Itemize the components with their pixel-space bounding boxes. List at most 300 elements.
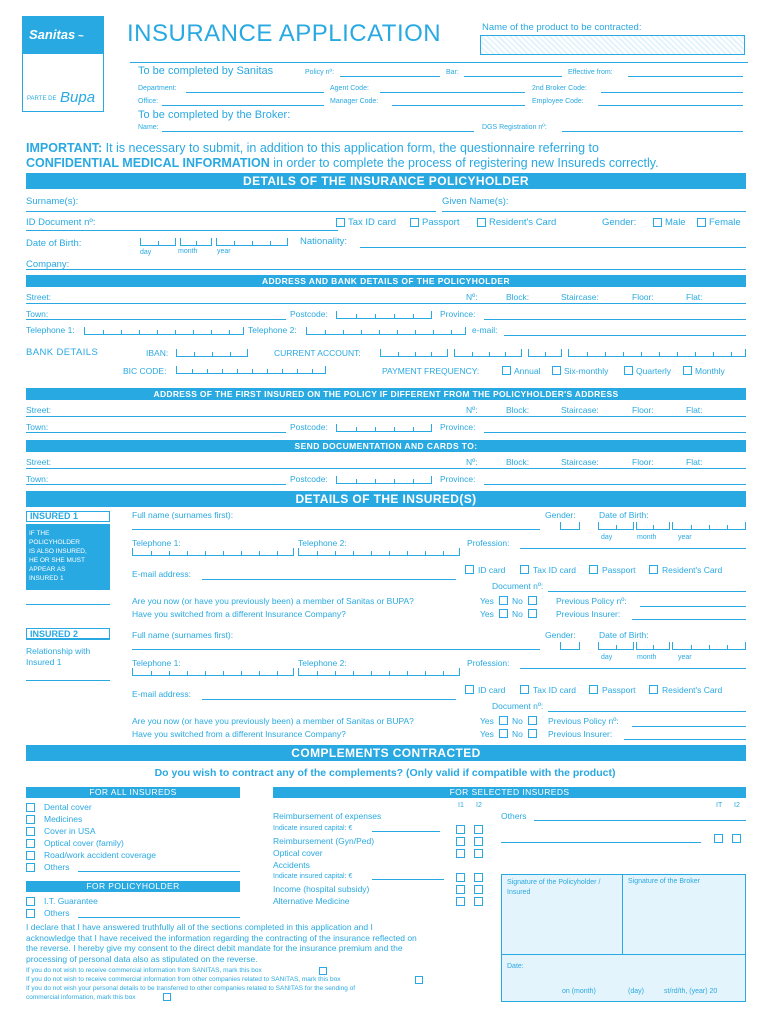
bupa-logo: Bupa [60,89,96,106]
telephone2-label: Telephone 2: [248,325,297,335]
ins2-dob-label: Date of Birth: [599,630,649,640]
sel-it-col: IT [716,802,723,809]
policyholder-only-header: FOR POLICYHOLDER [26,881,240,892]
account-office-field[interactable] [454,349,522,357]
given-name-label: Given Name(s): [442,196,509,207]
ins2-tel2-field[interactable] [298,668,460,676]
ins1-switch-no-label: No [512,609,523,619]
selected-insureds-header: FOR SELECTED INSUREDS [273,787,746,798]
ins1-member-yes-checkbox[interactable] [499,596,508,605]
broker2-code-field[interactable] [601,92,743,93]
important-lead: IMPORTANT: [26,141,103,155]
nationality-field[interactable] [360,247,746,248]
broker-name-field[interactable] [162,131,474,132]
ins1-passport-label: Passport [602,565,636,575]
ins2-profession-field[interactable] [520,668,746,669]
resident-label: Resident's Card [489,217,557,228]
reimb-gyn-label: Reimbursement (Gyn/Ped) [273,836,375,846]
ins2-switch-yes-label: Yes [480,729,494,739]
medicines-checkbox[interactable] [26,815,35,824]
annual-label: Annual [514,366,541,376]
optical-i2-checkbox[interactable] [474,849,483,858]
reimb-gyn-i2-checkbox[interactable] [474,837,483,846]
fi-postcode-field[interactable] [336,424,432,432]
fi-town-field[interactable] [26,432,286,433]
ins2-dob-month[interactable] [636,642,670,650]
dental-label: Dental cover [44,802,92,812]
sel-i2b-col: I2 [734,802,740,809]
reimbursement-label: Reimbursement of expenses [273,811,382,821]
ins2-month-hint: month [637,654,657,661]
others-all-checkbox[interactable] [26,863,35,872]
others-it-checkbox[interactable] [714,834,723,843]
ins1-prev-policy-field[interactable] [640,606,746,607]
ins2-member-yes-label: Yes [480,716,494,726]
important-text-1: It is necessary to submit, in addition to this application form, the questionnaire referring to [102,141,599,155]
dob-year-field[interactable] [216,238,288,246]
fi-number-label: Nº: [466,405,478,415]
effective-field[interactable] [628,76,743,77]
capital2-label: Indicate insured capital: € [273,873,353,880]
it-guarantee-label: I.T. Guarantee [44,896,98,906]
ins1-dob-day[interactable] [598,522,634,530]
date-year-label: st/rd/th, (year) 20 [664,988,718,995]
account-entity-field[interactable] [380,349,448,357]
ins2-switch-yes-checkbox[interactable] [499,729,508,738]
dental-checkbox[interactable] [26,803,35,812]
ins1-day-hint: day [601,534,613,541]
road-accident-label: Road/work accident coverage [44,850,156,860]
policy-field[interactable] [340,76,440,77]
capital-field[interactable] [372,831,440,832]
fi-town-label: Town: [26,422,49,432]
dob-year-hint: year [217,248,231,255]
holder-signature-area[interactable] [502,900,621,953]
insured1-note-line: HE OR SHE MUST [29,557,85,564]
ins1-passport-checkbox[interactable] [589,565,598,574]
ins1-resident-checkbox[interactable] [649,565,658,574]
ins2-tel1-field[interactable] [132,668,294,676]
iban-label: IBAN: [146,348,169,358]
others-all-field[interactable] [78,871,240,872]
sel-i2-col: I2 [476,802,482,809]
fi-block-label: Block: [506,405,530,415]
date-month-label: on (month) [562,988,596,995]
fi-street-label: Street: [26,405,52,415]
ins2-passport-label: Passport [602,685,636,695]
sd-staircase-label: Staircase: [561,457,599,467]
ins1-switch-yes-label: Yes [480,609,494,619]
manager-code-label: Manager Code: [330,98,379,105]
manager-code-field[interactable] [392,105,525,106]
ins1-tel2-label: Telephone 2: [298,538,347,548]
given-name-field[interactable] [442,211,746,212]
parte-de-label: PARTE DE [27,96,57,102]
quarterly-label: Quarterly [636,366,671,376]
opt-out-2 [26,976,341,983]
reimb-gyn-i1-checkbox[interactable] [456,837,465,846]
sanitas-block-line [130,62,748,63]
fi-postcode-label: Postcode: [290,422,328,432]
optical-label: Optical cover [273,848,323,858]
broker-block-title: To be completed by the Broker: [138,109,291,121]
annual-checkbox[interactable] [502,366,511,375]
opt-out-3 [26,985,355,1002]
optical-i1-checkbox[interactable] [456,849,465,858]
ins1-switch-no-checkbox[interactable] [528,609,537,618]
fi-flat-label: Flat: [686,405,703,415]
address-header: ADDRESS AND BANK DETAILS OF THE POLICYHOLDER [26,275,746,287]
others-sel-field-2[interactable] [501,842,701,843]
ins2-taxid-checkbox[interactable] [520,685,529,694]
telephone2-field[interactable] [306,327,466,335]
female-label: Female [709,217,741,228]
ins2-member-yes-checkbox[interactable] [499,716,508,725]
insured2-title: INSURED 2 [30,629,79,639]
street-field[interactable] [26,303,746,304]
ins2-member-question: Are you now (or have you previously been) a member of Sanitas or BUPA? [132,716,414,726]
passport-checkbox[interactable] [410,218,419,227]
ins2-tel2-label: Telephone 2: [298,658,347,668]
ins2-fullname-field[interactable] [132,649,540,650]
alt-med-i2-checkbox[interactable] [474,897,483,906]
page-title: INSURANCE APPLICATION [127,20,442,47]
important-notice [26,141,659,171]
ins1-gender-field[interactable] [560,522,580,530]
optical-family-checkbox[interactable] [26,839,35,848]
fi-street-field[interactable] [26,416,746,417]
six-monthly-checkbox[interactable] [552,366,561,375]
ins1-email-label: E-mail address: [132,569,192,579]
ins2-prev-policy-field[interactable] [632,726,746,727]
accidents-label: Accidents [273,860,310,870]
staircase-label: Staircase: [561,292,599,302]
others-sel-field-1[interactable] [534,820,746,821]
id-document-label: ID Document nº: [26,217,96,228]
opt-out-1-checkbox[interactable] [319,967,327,975]
male-checkbox[interactable] [653,218,662,227]
office-field[interactable] [162,105,324,106]
street-label: Street: [26,292,52,302]
ins2-fullname-label: Full name (surnames first): [132,630,234,640]
ins2-gender-label: Gender: [545,630,576,640]
ins1-tel2-field[interactable] [298,548,460,556]
sd-floor-label: Floor: [632,457,654,467]
ins1-month-hint: month [637,534,657,541]
ins1-idcard-checkbox[interactable] [465,565,474,574]
opt-out-3-text: If you do not wish your personal details to be transferred to other companies related to SANITAS for the sending of [26,985,356,992]
sd-postcode-field[interactable] [336,476,432,484]
ins1-member-question: Are you now (or have you previously been) a member of Sanitas or BUPA? [132,596,414,606]
income-i2-checkbox[interactable] [474,885,483,894]
ins1-taxid-label: Tax ID card [533,565,576,575]
opt-out-3b-text: commercial information, mark this box [26,993,136,1001]
send-docs-header: SEND DOCUMENTATION AND CARDS TO: [26,440,746,452]
insured1-title: INSURED 1 [30,511,79,521]
ins1-member-no-checkbox[interactable] [528,596,537,605]
gender-label: Gender: [602,217,637,228]
important-text-2: in order to complete the process of registering new Insureds correctly. [269,156,659,170]
all-insureds-header: FOR ALL INSUREDS [26,787,240,798]
agent-code-field[interactable] [380,92,525,93]
telephone1-label: Telephone 1: [26,325,75,335]
ins2-idcard-label: ID card [478,685,506,695]
capital2-field[interactable] [372,879,444,880]
others-ph-checkbox[interactable] [26,909,35,918]
sd-street-field[interactable] [26,468,746,469]
dob-month-hint: month [178,248,198,255]
six-monthly-label: Six-monthly [564,366,609,376]
ins2-docno-label: Document nº: [492,701,544,711]
sd-province-field[interactable] [484,484,746,485]
ins1-taxid-checkbox[interactable] [520,565,529,574]
ins2-member-no-checkbox[interactable] [528,716,537,725]
ins1-email-field[interactable] [202,579,456,580]
agent-code-label: Agent Code: [330,85,369,92]
others-ph-field[interactable] [78,917,240,918]
others-sel-label: Others [501,811,527,821]
ins2-docno-field[interactable] [548,711,746,712]
complements-header: COMPLEMENTS CONTRACTED [26,745,746,761]
nationality-label: Nationality: [300,236,347,247]
ins2-tel1-label: Telephone 1: [132,658,181,668]
ins2-email-field[interactable] [202,699,456,700]
company-label: Company: [26,259,70,270]
income-label: Income (hospital subsidy) [273,884,370,894]
account-dc-field[interactable] [528,349,562,357]
optical-family-label: Optical cover (family) [44,838,124,848]
complements-question: Do you wish to contract any of the complements? (Only valid if compatible with the product) [154,767,616,779]
declaration-line: acknowledge that I have received the information regarding the contracting of the insurance reflected on [26,932,417,943]
dob-month-field[interactable] [180,238,212,246]
insured1-note-line: INSURED 1 [29,575,64,582]
tax-id-label: Tax ID card [348,217,397,228]
bar-label: Bar: [446,69,459,76]
sanitas-block-title: To be completed by Sanitas [138,65,274,77]
usa-checkbox[interactable] [26,827,35,836]
postcode-label: Postcode: [290,309,328,319]
holder-signature-label [507,878,615,898]
opt-out-2-checkbox[interactable] [415,976,423,984]
sanitas-logo: Sanitas ~ [22,16,104,54]
dgs-label: DGS Registration nº: [482,124,547,131]
usa-label: Cover in USA [44,826,96,836]
employee-code-field[interactable] [598,105,743,106]
department-field[interactable] [186,92,324,93]
alt-med-i1-checkbox[interactable] [456,897,465,906]
bic-field[interactable] [176,366,326,374]
broker-signature-area[interactable] [623,890,745,953]
quarterly-checkbox[interactable] [624,366,633,375]
passport-label: Passport [422,217,460,228]
monthly-label: Monthly [695,366,725,376]
fi-province-label: Province: [440,422,476,432]
others-all-label: Others [44,862,70,872]
telephone1-field[interactable] [84,327,244,335]
block-label: Block: [506,292,530,302]
female-checkbox[interactable] [697,218,706,227]
reimb-i1-checkbox[interactable] [456,825,465,834]
ins1-tel1-field[interactable] [132,548,294,556]
insured1-note-line: POLICYHOLDER [29,539,80,546]
dgs-field[interactable] [562,131,743,132]
ins1-member-yes-label: Yes [480,596,494,606]
ins1-gender-label: Gender: [545,510,576,520]
ins1-switch-question: Have you switched from a different Insurance Company? [132,609,346,619]
ins2-resident-checkbox[interactable] [649,685,658,694]
product-input[interactable] [480,35,745,55]
insured1-note [29,529,87,583]
ins2-day-hint: day [601,654,613,661]
dob-label: Date of Birth: [26,238,82,249]
fi-staircase-label: Staircase: [561,405,599,415]
ins2-member-no-label: No [512,716,523,726]
email-label: e-mail: [472,325,498,335]
ins2-prev-policy-label: Previous Policy nº: [548,716,619,726]
ins1-fullname-field[interactable] [132,529,540,530]
surnames-label: Surname(s): [26,196,79,207]
others-ph-label: Others [44,908,70,918]
insured1-note-line: IS ALSO INSURED, [29,548,87,555]
ins2-switch-no-checkbox[interactable] [528,729,537,738]
id-document-field[interactable] [26,230,338,231]
ins2-prev-insurer-label: Previous Insurer: [548,729,613,739]
employee-code-label: Employee Code: [532,98,584,105]
iban-field[interactable] [176,349,248,357]
sd-flat-label: Flat: [686,457,703,467]
opt-out-3-checkbox[interactable] [163,993,171,1001]
ins2-profession-label: Profession: [467,658,510,668]
relationship-line: Insured 1 [26,657,62,667]
account-number-field[interactable] [568,349,746,357]
surnames-field[interactable] [26,211,436,212]
sd-town-label: Town: [26,474,49,484]
ins2-email-label: E-mail address: [132,689,192,699]
others-i2-checkbox[interactable] [732,834,741,843]
male-label: Male [665,217,686,228]
department-label: Department: [138,85,177,92]
ins1-member-no-label: No [512,596,523,606]
relationship-line: Relationship with [26,646,91,656]
email-field[interactable] [504,335,746,336]
tax-id-checkbox[interactable] [336,218,345,227]
company-field[interactable] [26,269,746,270]
insured1-note-line: APPEAR AS [29,566,66,573]
date-day-label: (day) [628,988,644,995]
ins1-profession-field[interactable] [520,548,746,549]
holder-signature-text: Signature of the Policyholder / Insured [507,879,601,896]
product-label: Name of the product to be contracted: [482,22,642,33]
date-label: Date: [507,963,524,970]
fi-floor-label: Floor: [632,405,654,415]
ins1-fullname-label: Full name (surnames first): [132,510,234,520]
ins1-dob-month[interactable] [636,522,670,530]
number-label: Nº: [466,292,478,302]
province-field[interactable] [484,319,746,320]
ins1-prev-policy-label: Previous Policy nº: [556,596,627,606]
current-account-label: CURRENT ACCOUNT: [274,348,361,358]
relationship-field[interactable] [26,680,110,681]
insureds-header: DETAILS OF THE INSURED(S) [26,491,746,507]
ins1-prev-insurer-label: Previous Insurer: [556,609,621,619]
broker2-code-label: 2nd Broker Code: [532,85,587,92]
accidents-i2-checkbox[interactable] [474,873,483,882]
ins1-resident-label: Resident's Card [662,565,723,575]
reimb-i2-checkbox[interactable] [474,825,483,834]
ins2-taxid-label: Tax ID card [533,685,576,695]
declaration-line: I declare that I have answered truthfully all of the sections completed in this application and I [26,922,373,932]
dob-day-hint: day [140,249,152,256]
declaration-line: the reverse. I hereby give my consent to the direct debit mandate for the insurance premium and the [26,943,403,953]
policyholder-header: DETAILS OF THE INSURANCE POLICYHOLDER [26,173,746,189]
ins1-switch-yes-checkbox[interactable] [499,609,508,618]
office-label: Office: [138,98,159,105]
policy-label: Policy nº: [305,69,335,76]
town-field[interactable] [26,319,286,320]
it-guarantee-checkbox[interactable] [26,897,35,906]
ins1-dob-year[interactable] [672,522,746,530]
resident-checkbox[interactable] [477,218,486,227]
province-label: Province: [440,309,476,319]
first-insured-address-header: ADDRESS OF THE FIRST INSURED ON THE POLICY IF DIFFERENT FROM THE POLICYHOLDER'S ADDRESS [26,388,746,400]
sd-number-label: Nº: [466,457,478,467]
ins2-switch-question: Have you switched from a different Insurance Company? [132,729,346,739]
broker-signature-label: Signature of the Broker [628,878,700,885]
fi-province-field[interactable] [484,432,746,433]
capital-label: Indicate insured capital: € [273,825,353,832]
town-label: Town: [26,309,49,319]
sd-postcode-label: Postcode: [290,474,328,484]
sd-street-label: Street: [26,457,52,467]
ins1-docno-field[interactable] [548,591,746,592]
floor-label: Floor: [632,292,654,302]
ins2-dob-day[interactable] [598,642,634,650]
sd-block-label: Block: [506,457,530,467]
ins2-resident-label: Resident's Card [662,685,723,695]
insured1-note-line: IF THE [29,530,50,537]
road-accident-checkbox[interactable] [26,851,35,860]
dob-day-field[interactable] [140,238,176,246]
sd-town-field[interactable] [26,484,286,485]
opt-out-1-text: If you do not wish to receive commercial information from SANITAS, mark this box [26,967,262,974]
ins1-idcard-label: ID card [478,565,506,575]
flat-label: Flat: [686,292,703,302]
opt-out-2-text: If you do not wish to receive commercial information from other companies related to SANITAS, mark this box [26,976,341,983]
medicines-label: Medicines [44,814,83,824]
ins2-year-hint: year [678,654,692,661]
ins1-prev-insurer-field[interactable] [632,619,746,620]
relationship-label [26,646,90,668]
ins2-dob-year[interactable] [672,642,746,650]
accidents-i1-checkbox[interactable] [456,873,465,882]
ins2-gender-field[interactable] [560,642,580,650]
monthly-checkbox[interactable] [683,366,692,375]
postcode-field[interactable] [336,311,432,319]
date-divider [501,954,746,955]
ins2-passport-checkbox[interactable] [589,685,598,694]
payment-frequency-label: PAYMENT FREQUENCY: [382,366,480,376]
ins2-idcard-checkbox[interactable] [465,685,474,694]
important-bold-2: CONFIDENTIAL MEDICAL INFORMATION [26,156,270,170]
opt-out-1 [26,967,262,974]
sel-i1-col: I1 [458,802,464,809]
effective-label: Effective from: [568,69,613,76]
insured1-side-field[interactable] [26,604,110,605]
ins2-prev-insurer-field[interactable] [624,739,746,740]
bar-field[interactable] [464,76,562,77]
income-i1-checkbox[interactable] [456,885,465,894]
broker-name-label: Name: [138,124,159,131]
